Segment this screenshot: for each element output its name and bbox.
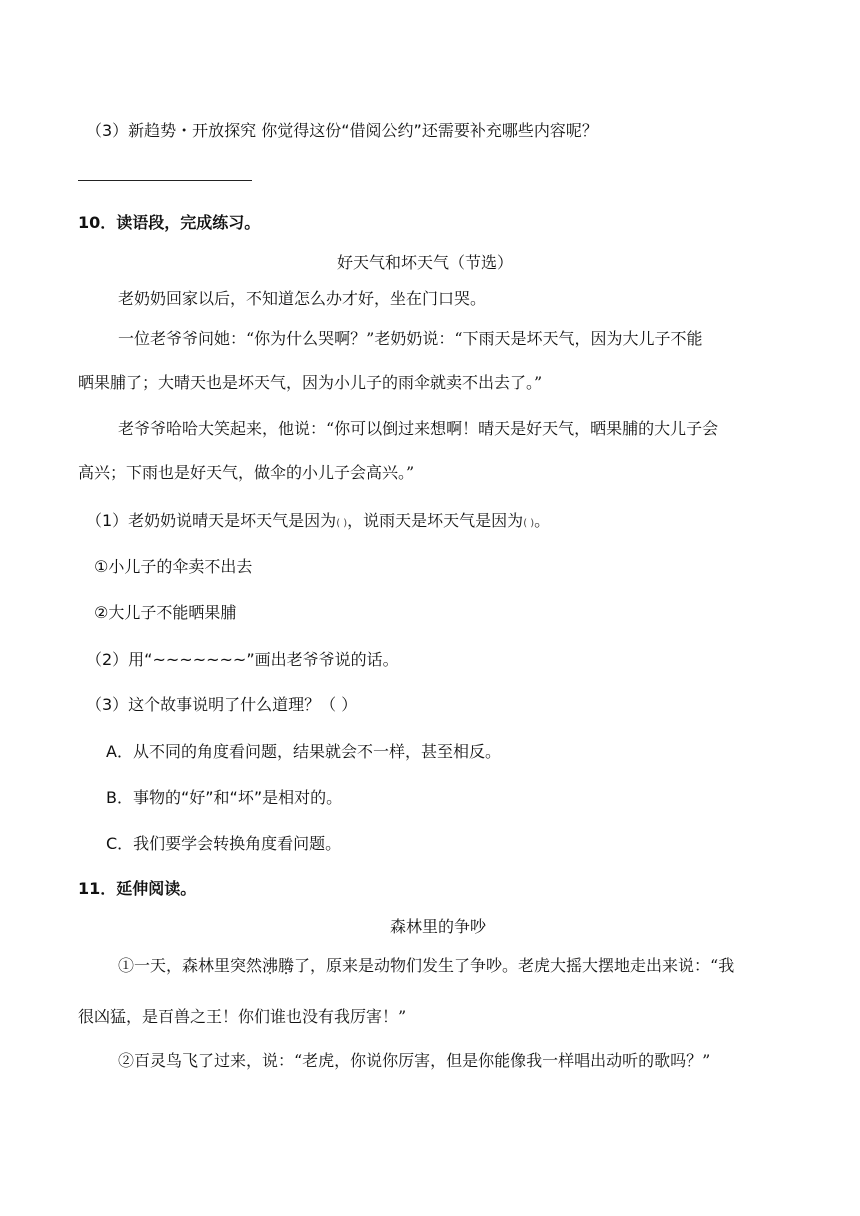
q11-paragraph-1-line-2: 很凶猛，是百兽之王！你们谁也没有我厉害！”: [78, 1007, 407, 1026]
q10-option-2: ②大儿子不能晒果脯: [94, 603, 237, 622]
answer-line[interactable]: [78, 180, 252, 181]
q10-paragraph-1: 老奶奶回家以后，不知道怎么办才好，坐在门口哭。: [118, 289, 487, 308]
q11-paragraph-1-line-1: [118, 953, 734, 976]
q10-paragraph-3-line-2: 高兴；下雨也是好天气，做伞的小儿子会高兴。”: [78, 463, 415, 482]
q10-passage-title: 好天气和坏天气（节选）: [337, 253, 514, 272]
q10-heading: 10．读语段，完成练习。: [78, 213, 261, 232]
q10-paragraph-2-line-1: 一位老爷爷问她：“你为什么哭啊？”老奶奶说：“下雨天是坏天气，因为大儿子不能: [118, 329, 703, 348]
q10-choice-a[interactable]: A．从不同的角度看问题，结果就会不一样，甚至相反。: [106, 742, 501, 761]
q10-sub1-blank-1[interactable]: ( ): [336, 518, 348, 529]
q10-paragraph-2-line-2: 晒果脯了；大晴天也是坏天气，因为小儿子的雨伞就卖不出去了。”: [78, 373, 543, 392]
q10-paragraph-3-line-1: 老爷爷哈哈大笑起来，他说：“你可以倒过来想啊！晴天是好天气，晒果脯的大儿子会: [118, 419, 719, 438]
q10-sub3-prompt: （3）这个故事说明了什么道理？（ ）: [86, 695, 358, 714]
q10-sub2-prompt: （2）用“~~~~~~~”画出老爷爷说的话。: [86, 650, 399, 669]
q11-heading: 11．延伸阅读。: [78, 879, 197, 898]
q10-sub1-text-a: （1）老奶奶说晴天是坏天气是因为: [86, 511, 337, 530]
q9-sub3-prompt: （3）新趋势・开放探究 你觉得这份“借阅公约”还需要补充哪些内容呢？: [86, 121, 598, 140]
q11-paragraph-2: ②百灵鸟飞了过来，说：“老虎，你说你厉害，但是你能像我一样唱出动听的歌吗？”: [118, 1051, 711, 1070]
q10-sub1-text-c: 。: [534, 511, 551, 530]
q10-choice-c[interactable]: C．我们要学会转换角度看问题。: [106, 834, 342, 853]
q11-p1-text-a: ①一天，森林里突然: [118, 956, 263, 975]
q10-option-1: ①小儿子的伞卖不出去: [94, 557, 253, 576]
q11-passage-title: 森林里的争吵: [390, 917, 487, 936]
q11-p1-text-b: 了，原来是动物们发生了争吵。老虎大摇大摆地走出来说：“我: [294, 956, 735, 975]
q11-dotted-char-2: 腾: [278, 956, 295, 975]
q10-sub1-text-b: ，说雨天是坏天气是因为: [347, 511, 524, 530]
q10-sub1-prompt: [86, 508, 550, 531]
q10-choice-b[interactable]: B．事物的“好”和“坏”是相对的。: [106, 788, 343, 807]
q11-dotted-char-1: 沸: [262, 956, 279, 975]
q10-sub1-blank-2[interactable]: ( ): [523, 518, 535, 529]
